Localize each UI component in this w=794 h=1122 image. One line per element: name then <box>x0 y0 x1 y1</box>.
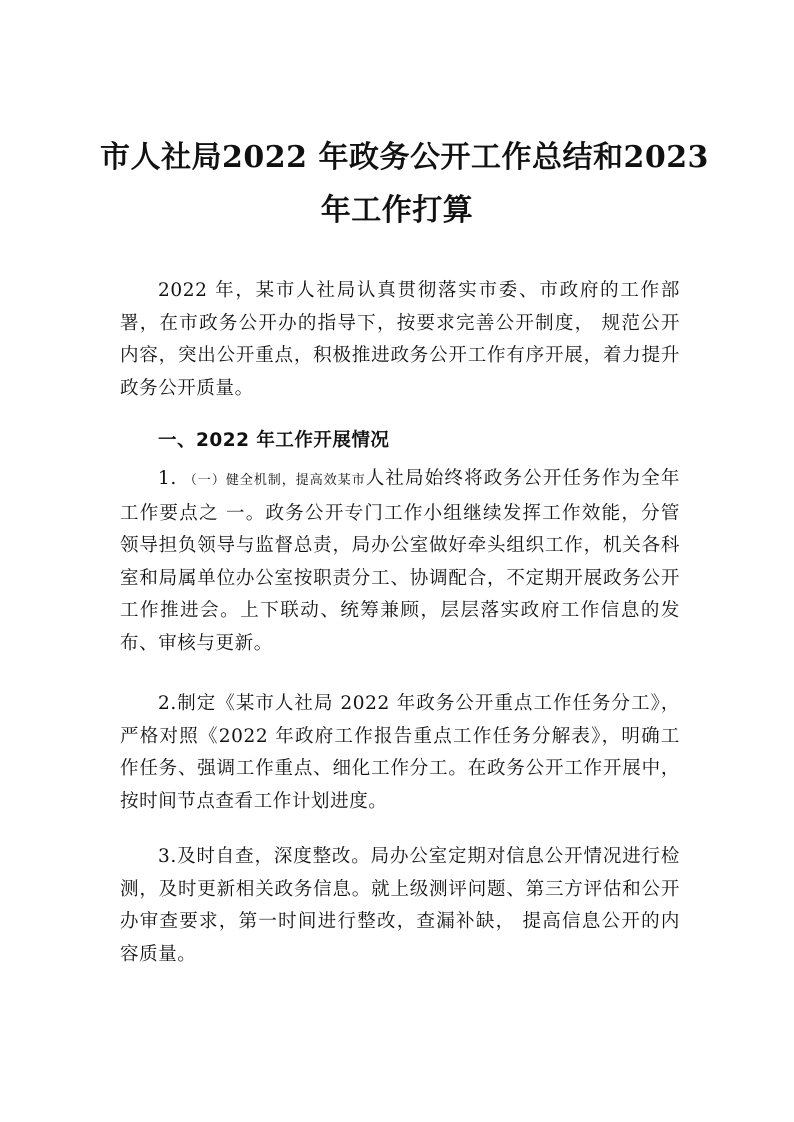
document-title-line1: 市人社局2022 年政务公开工作总结和2023 <box>100 140 709 175</box>
intro-paragraph: 2022 年，某市人社局认真贯彻落实市委、市政府的工作部署，在市政务公开办的指导下，按要求完善公开制度， 规范公开内容，突出公开重点，积极推进政务公开工作有序开展，着力提升政务公开质量。 <box>120 280 680 399</box>
document-title-line2: 年工作打算 <box>320 193 474 228</box>
item-1-lead: （一）健全机制，提高效某市 <box>183 473 366 488</box>
item-1-number: 1. <box>158 468 184 489</box>
section-heading: 一、2022 年工作开展情况 <box>158 430 390 451</box>
item-2-paragraph: 2.制定《某市人社局 2022 年政务公开重点工作任务分工》，严格对照《2022 年政府工作报告重点工作任务分解表》，明确工作任务、强调工作重点、细化工作分工。在政务公开工作开展中，按时间节点查看工作计划进度。 <box>120 693 680 812</box>
item-3-paragraph: 3.及时自查，深度整改。局办公室定期对信息公开情况进行检测，及时更新相关政务信息。就上级测评问题、第三方评估和公开办审查要求，第一时间进行整改，查漏补缺， 提高信息公开的内容质量。 <box>120 846 680 965</box>
item-1-text: 人社局始终将政务公开任务作为全年工作要点之 一。政务公开专门工作小组继续发挥工作效能，分管领导担负领导与监督总责，局办公室做好牵头组织工作，机关各科室和局属单位办公室按职责分工、协调配合，不定期开展政务公开工作推进会。上下联动、统筹兼顾，层层落实政府工作信息的发布、审核与更新。 <box>120 468 681 654</box>
item-1-paragraph <box>120 463 680 660</box>
